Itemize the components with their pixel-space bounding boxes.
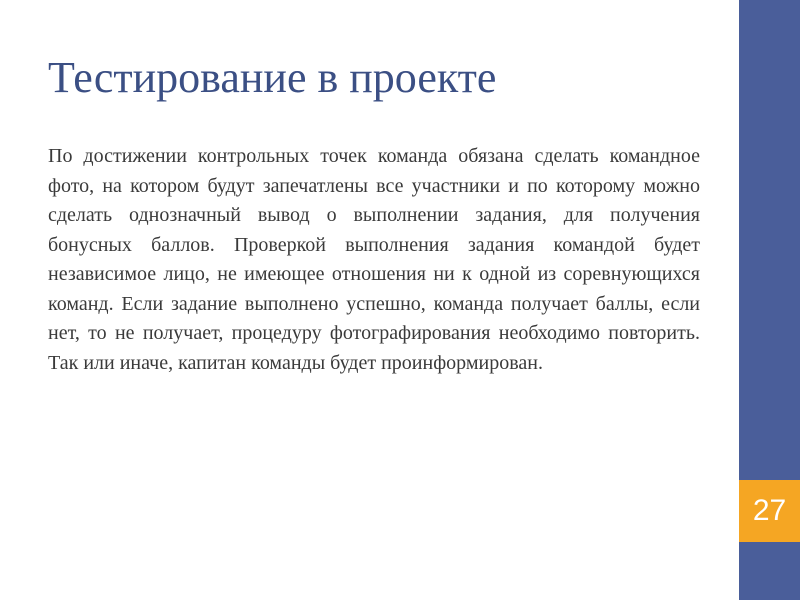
sidebar-divider bbox=[731, 0, 739, 600]
slide-title: Тестирование в проекте bbox=[48, 53, 497, 102]
page-number-badge: 27 bbox=[739, 480, 800, 542]
slide-body-text: По достижении контрольных точек команда обязана сделать командное фото, на котором будут запечатлены все участники и по которому можно сделать однозначный вывод о выполнении задания, для получения бонусных баллов. Проверкой выполнения задания командой будет независимое лицо, не имеющее отношения ни к одной из соревнующихся команд. Если задание выполнено успешно, команда получает баллы, если нет, то не получает, процедуру фотографирования необходимо повторить. Так или иначе, капитан команды будет проинформирован. bbox=[48, 145, 700, 374]
